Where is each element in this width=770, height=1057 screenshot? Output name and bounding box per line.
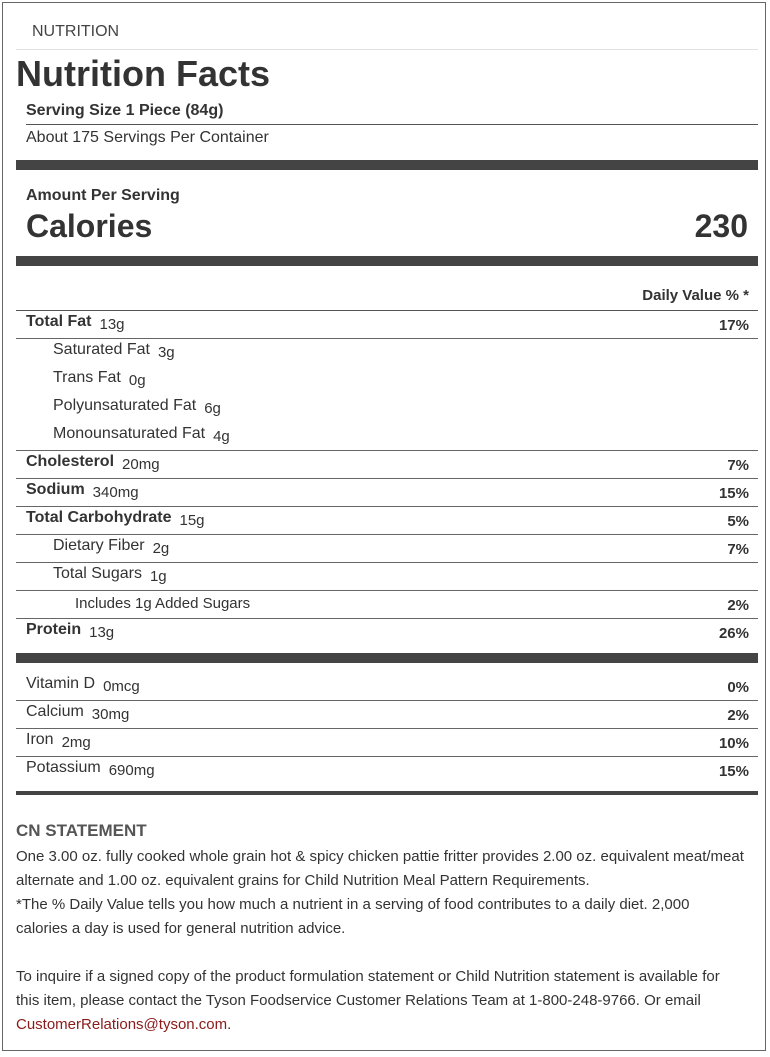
nutrient-name: Protein 13g	[26, 621, 115, 641]
nutrient-daily-value: 2%	[727, 597, 749, 614]
nutrient-name: Dietary Fiber 2g	[53, 537, 170, 557]
nutrient-daily-value: 17%	[718, 317, 749, 334]
nutrient-amount: 6g	[204, 400, 221, 417]
nutrient-name: Sodium 340mg	[26, 481, 139, 501]
nutrient-row-total-carbohydrate	[16, 507, 758, 535]
nutrient-row-cholesterol	[16, 451, 758, 479]
divider-bar	[16, 256, 758, 266]
nutrient-amount: 340mg	[92, 484, 139, 501]
vitamin-daily-value: 2%	[727, 707, 749, 724]
nutrition-content	[16, 3, 758, 1037]
nutrient-amount: 2g	[152, 540, 170, 557]
cn-statement-text: One 3.00 oz. fully cooked whole grain hot & spicy chicken pattie fritter provides 2.00 oz. equivalent meat/meat alternate and 1.00 oz. equivalent grains for Child Nutrition Meal Pattern Requirements.	[16, 848, 744, 889]
nutrient-amount: 13g	[89, 624, 115, 641]
nutrient-row-protein	[16, 619, 758, 647]
calories-label: Calories	[26, 208, 153, 244]
nutrition-panel	[2, 2, 766, 1051]
section-tag: NUTRITION	[16, 3, 758, 50]
vitamin-amount: 0mcg	[103, 678, 140, 695]
nutrient-row-polyunsaturated-fat	[16, 395, 758, 423]
vitamin-daily-value: 15%	[718, 763, 749, 780]
nutrient-name: Cholesterol 20mg	[26, 453, 160, 473]
nutrient-daily-value: 5%	[727, 513, 749, 530]
nutrient-amount: 4g	[213, 428, 230, 445]
nutrient-daily-value: 26%	[718, 625, 749, 642]
vitamin-name: Calcium 30mg	[26, 703, 130, 723]
vitamin-name: Iron 2mg	[26, 731, 91, 751]
nutrient-row-added-sugars	[16, 591, 758, 619]
amount-per-serving-label: Amount Per Serving	[26, 187, 180, 204]
nutrient-name: Monounsaturated Fat 4g	[53, 425, 230, 445]
vitamin-daily-value: 10%	[718, 735, 749, 752]
vitamin-row-calcium	[16, 701, 758, 729]
email-link[interactable]: CustomerRelations@tyson.com	[16, 1016, 228, 1033]
nutrient-row-dietary-fiber	[16, 535, 758, 563]
nutrient-row-trans-fat	[16, 367, 758, 395]
nutrient-row-total-fat	[16, 311, 758, 339]
nutrient-name: Total Carbohydrate 15g	[26, 509, 205, 529]
cn-statement-title: CN STATEMENT	[16, 821, 147, 840]
nutrient-row-total-sugars	[16, 563, 758, 591]
calories-row	[26, 207, 748, 245]
vitamin-amount: 30mg	[91, 706, 130, 723]
nutrient-daily-value: 7%	[727, 457, 749, 474]
nutrient-daily-value: 7%	[727, 541, 749, 558]
vitamin-name: Vitamin D 0mcg	[26, 675, 140, 695]
nutrient-name: Saturated Fat 3g	[53, 341, 175, 361]
nutrient-row-monounsaturated-fat	[16, 423, 758, 451]
vitamin-name: Potassium 690mg	[26, 759, 155, 779]
vitamin-amount: 690mg	[108, 762, 155, 779]
nutrient-amount: 0g	[128, 372, 146, 389]
nutrient-row-sodium	[16, 479, 758, 507]
vitamin-amount: 2mg	[61, 734, 91, 751]
nutrient-row-saturated-fat	[16, 339, 758, 367]
nutrient-name: Total Fat 13g	[26, 313, 125, 333]
nutrient-amount: 3g	[157, 344, 175, 361]
nutrient-name: Trans Fat 0g	[53, 369, 146, 389]
nutrient-name: Includes 1g Added Sugars	[75, 595, 251, 612]
contact-text: To inquire if a signed copy of the product formulation statement or Child Nutrition statement is available for this item, please contact the Tyson Foodservice Customer Relations Team at 1-800-248-9766. Or email CustomerRelations@tyson.com.	[16, 968, 720, 1033]
vitamin-row-iron	[16, 729, 758, 757]
vitamin-row-potassium	[16, 757, 758, 785]
nutrient-amount: 15g	[179, 512, 205, 529]
divider-bar	[16, 160, 758, 170]
nutrient-amount: 1g	[149, 568, 167, 585]
vitamin-row-vitamin-d	[16, 673, 758, 701]
nutrient-name: Total Sugars 1g	[53, 565, 167, 585]
nutrient-amount: 13g	[99, 316, 125, 333]
nutrient-daily-value: 15%	[718, 485, 749, 502]
vitamin-daily-value: 0%	[727, 679, 749, 696]
nutrient-amount: 20mg	[122, 456, 160, 473]
divider-bar	[16, 791, 758, 795]
nutrient-name: Polyunsaturated Fat 6g	[53, 397, 221, 417]
nutrition-facts-title: Nutrition Facts	[16, 53, 271, 94]
daily-value-header: Daily Value % *	[16, 282, 758, 311]
calories-value: 230	[694, 208, 748, 244]
divider-bar	[16, 653, 758, 663]
daily-value-footnote: *The % Daily Value tells you how much a nutrient in a serving of food contributes to a daily diet. 2,000 calories a day is used for general nutrition advice.	[16, 896, 690, 937]
servings-per-container: About 175 Servings Per Container	[26, 129, 269, 146]
serving-size: Serving Size 1 Piece (84g)	[26, 99, 758, 125]
